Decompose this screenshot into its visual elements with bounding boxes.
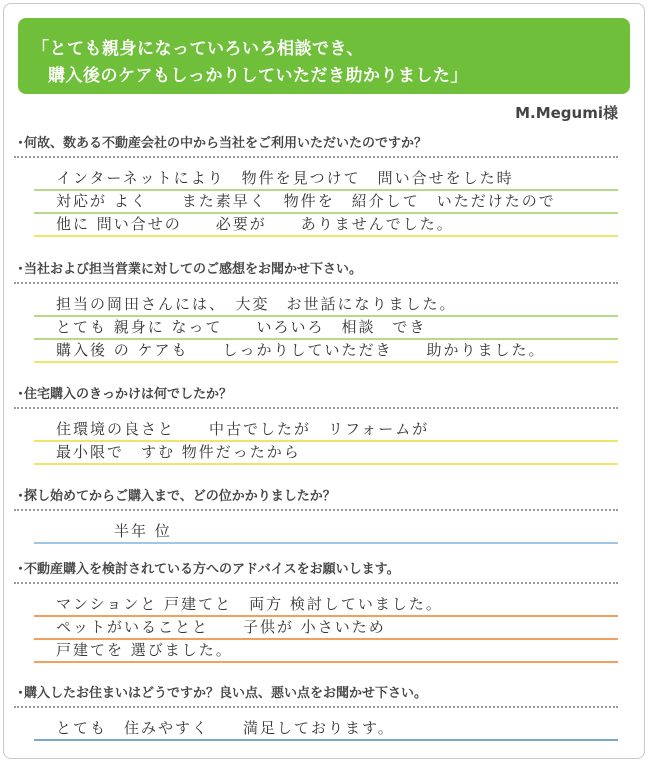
question-text: 住宅購入のきっかけは何でしたか？: [24, 387, 233, 402]
headline-line-2: 購入後のケアもしっかりしていただき助かりました」: [48, 66, 468, 86]
question-text: 当社および担当営業に対してのご感想をお聞かせ下さい。: [24, 262, 363, 277]
answer-line: 購入後 の ケアも しっかりしていただき 助かりました。: [14, 340, 618, 363]
divider: [14, 582, 618, 584]
question-2: [14, 260, 618, 280]
answer-line: とても 親身に なって いろいろ 相談 でき: [14, 317, 618, 340]
qa-section-3: [14, 385, 618, 465]
qa-section-5: [14, 560, 618, 663]
headline-banner: [18, 18, 630, 94]
bullet-icon: ・: [14, 489, 28, 504]
qa-section-1: [14, 134, 618, 237]
divider: [14, 156, 618, 158]
answer-line: ペットがいることと 子供が 小さいため: [14, 617, 618, 640]
answer-1: [14, 168, 618, 237]
answer-line: 最小限で すむ 物件だったから: [14, 442, 618, 465]
divider: [14, 509, 618, 511]
question-5: [14, 560, 618, 580]
divider: [14, 407, 618, 409]
answer-2: [14, 294, 618, 363]
question-3: [14, 385, 618, 405]
qa-section-4: [14, 487, 618, 544]
question-text: 何故、数ある不動産会社の中から当社をご利用いただいたのですか？: [24, 136, 428, 151]
question-text: 不動産購入を検討されている方へのアドバイスをお願いします。: [24, 562, 400, 577]
divider: [14, 282, 618, 284]
answer-line: 戸建てを 選びました。: [14, 640, 618, 663]
question-1: [14, 134, 618, 154]
answer-line: 半年 位: [14, 521, 618, 544]
answer-line: 住環境の良さと 中古でしたが リフォームが: [14, 419, 618, 442]
question-4: [14, 487, 618, 507]
qa-section-2: [14, 260, 618, 363]
answer-line: 担当の岡田さんには、 大変 お世話になりました。: [14, 294, 618, 317]
question-text: 購入したお住まいはどうですか？良い点、悪い点をお聞かせ下さい。: [24, 686, 428, 701]
bullet-icon: ・: [14, 562, 28, 577]
answer-3: [14, 419, 618, 465]
bullet-icon: ・: [14, 136, 28, 151]
answer-line: 対応が よく また素早く 物件を 紹介して いただけたので: [14, 191, 618, 214]
bullet-icon: ・: [14, 262, 28, 277]
question-text: 探し始めてからご購入まで、どの位かかりましたか？: [24, 489, 336, 504]
headline-line-1: 「とても親身になっていろいろ相談でき、: [32, 39, 364, 59]
divider: [14, 706, 618, 708]
answer-line: マンションと 戸建てと 両方 検討していました。: [14, 594, 618, 617]
bullet-icon: ・: [14, 686, 28, 701]
answer-line: インターネットにより 物件を見つけて 問い合せをした時: [14, 168, 618, 191]
answer-line: とても 住みやすく 満足しております。: [14, 718, 618, 741]
bullet-icon: ・: [14, 387, 28, 402]
qa-section-6: [14, 684, 618, 741]
answer-6: [14, 718, 618, 741]
customer-name: M.Megumi様: [515, 104, 618, 122]
answer-5: [14, 594, 618, 663]
question-6: [14, 684, 618, 704]
answer-4: [14, 521, 618, 544]
answer-line: 他に 問い合せの 必要が ありませんでした。: [14, 214, 618, 237]
